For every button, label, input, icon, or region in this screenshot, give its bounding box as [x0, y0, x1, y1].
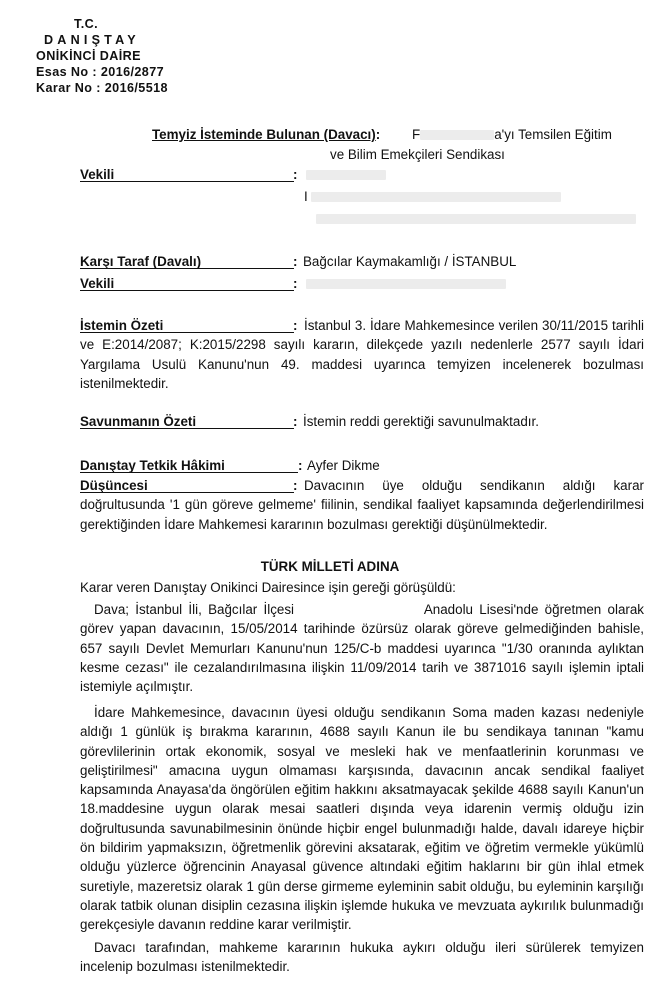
- header-karar-no: Karar No : 2016/5518: [36, 81, 168, 95]
- body-paragraph-3: İdare Mahkemesince, davacının üyesi olduğu sendikanın Soma maden kazası nedeniyle aldığı 1 günlük iş bırakma kararının, 4688 sayılı Kanun ile bu sendikaya tanınan "kamu görevlilerinin ortak ekonomik, sosyal ve mesleki hak ve menfaatlerinin korunması ve geliştirilmesi" amacına uygun olmaması karşısında, davacının ancak sendikal faaliyet kapsamında Anayasa'da öngörülen eğitim hakkını aksatmayacak şekilde 4688 sayılı Kanun'un 18.maddesine uygun olarak mesai saatleri dışında veya idarenin vermiş olduğu izin doğrultusunda savunabilmesinin önünde hiçbir engel bulunmadığı halde, davalı idareye hiçbir ön bildirim yapmaksızın, öğretmenlik görevini aksatarak, eğitim ve öğretim vermekle yükümlü olduğu yüzlerce öğrencinin Anayasal güvence altındaki eğitim haklarını bir gün ihlal etmek suretiyle, mazeretsiz olarak 1 gün derse girmeme eyleminin sabit olduğu, bu eyleminin karşılığı olarak tatbik olunan disiplin cezasına ilişkin işlemde hukuka ve mevzuata aykırılık bulunmadığı gerekçesiyle davanın reddine karar verilmiştir.: [80, 705, 644, 933]
- redaction-mark: [420, 130, 494, 140]
- respondent-attorney-colon: :: [293, 276, 298, 291]
- appellant-value-line1: [412, 125, 612, 144]
- body-paragraph-4: Davacı tarafından, mahkeme kararının hukuka aykırı olduğu ileri sürülerek temyizen incelenip bozulması istenilmektedir.: [80, 940, 644, 975]
- appellant-value-text: a'yı Temsilen Eğitim: [494, 127, 612, 142]
- label-underline: [80, 290, 294, 291]
- respondent-label: Karşı Taraf (Davalı): [80, 254, 202, 269]
- opinion-label: Düşüncesi: [80, 478, 148, 493]
- body-p2-start: Dava; İstanbul İli, Bağcılar İlçesi: [94, 602, 295, 617]
- redaction-mark: [306, 274, 506, 293]
- defense-summary-row: [80, 412, 638, 432]
- document-header: [36, 16, 168, 96]
- respondent-colon: :: [293, 254, 298, 269]
- header-chamber: ONİKİNCİ DAİRE: [36, 49, 141, 63]
- request-summary-colon: :: [293, 318, 298, 333]
- appellant-label-text: Temyiz İsteminde Bulunan (Davacı): [152, 127, 376, 142]
- respondent-attorney-label: Vekili: [80, 276, 115, 291]
- header-tc: T.C.: [74, 17, 98, 31]
- appellant-attorney-label: Vekili: [80, 167, 115, 182]
- respondent-row: [80, 252, 638, 272]
- judge-name: Ayfer Dikme: [307, 458, 380, 473]
- respondent-value: Bağcılar Kaymakamlığı / İSTANBUL: [303, 254, 517, 269]
- label-underline: [80, 268, 294, 269]
- appellant-attorney-prefix: I: [304, 189, 308, 204]
- request-summary-text: İstanbul 3. İdare Mahkemesince verilen 30/11/2015 tarihli ve E:2014/2087; K:2015/2298 sayılı kararın, dilekçede yazılı nedenlerle 2577 sayılı İdari Yargılama Usulü Kanunu'nun 49. maddesi uyarınca temyizen incelenerek bozulması istenilmektedir.: [80, 318, 644, 391]
- defense-summary-label: Savunmanın Özeti: [80, 414, 197, 429]
- judge-colon: :: [298, 458, 303, 473]
- opinion-text: Davacının üye olduğu sendikanın aldığı karar doğrultusunda '1 gün göreve gelmeme' fiilinin, sendikal faaliyet kapsamında değerlendirilmesi gerektiğinden İdare Mahkemesi kararının bozulması gerektiği düşünülmektedir.: [80, 478, 644, 532]
- appellant-attorney-row: [80, 165, 638, 205]
- appellant-attorney-colon: :: [293, 167, 298, 182]
- judge-row: [80, 456, 638, 476]
- header-esas-no: Esas No : 2016/2877: [36, 65, 165, 79]
- respondent-attorney-row: [80, 274, 638, 294]
- opinion-colon: :: [293, 478, 298, 493]
- body-paragraph-1: Karar veren Danıştay Onikinci Dairesince işin gereği görüşüldü:: [80, 580, 456, 595]
- appellant-colon: :: [375, 127, 381, 142]
- redaction-mark: [306, 165, 386, 184]
- appellant-label: [152, 125, 380, 144]
- defense-summary-colon: :: [293, 414, 298, 429]
- header-court: DANIŞTAY: [44, 33, 140, 47]
- appellant-value-line2: ve Bilim Emekçileri Sendikası: [330, 147, 505, 162]
- redaction-mark: [316, 209, 636, 228]
- body-p2-rest: Anadolu Lisesi'nde öğretmen olarak görev yapan davacının, 15/05/2014 tarihinde özürsüz olarak göreve gelmediğinden bahisle, 657 sayılı Devlet Memurları Kanunu'nun 125/C-b maddesi uyarınca "1/30 oranında aylıktan kesme cezası" ile cezalandırılmasına ilişkin 11/09/2014 tarih ve 3871016 sayılı işlemin iptali istemiyle açılmıştır.: [80, 602, 644, 695]
- judge-label: Danıştay Tetkik Hâkimi: [80, 458, 225, 473]
- body-paragraph-2: [80, 600, 644, 696]
- label-underline: [80, 472, 298, 473]
- defense-summary-text: İstemin reddi gerektiği savunulmaktadır.: [303, 414, 539, 429]
- label-underline: [80, 181, 294, 182]
- decision-heading: TÜRK MİLLETİ ADINA: [260, 559, 400, 574]
- request-summary-label: İstemin Özeti: [80, 318, 164, 333]
- appellant-value-prefix: F: [412, 127, 421, 142]
- appellant-attorney-value: [304, 187, 561, 206]
- label-underline: [80, 428, 294, 429]
